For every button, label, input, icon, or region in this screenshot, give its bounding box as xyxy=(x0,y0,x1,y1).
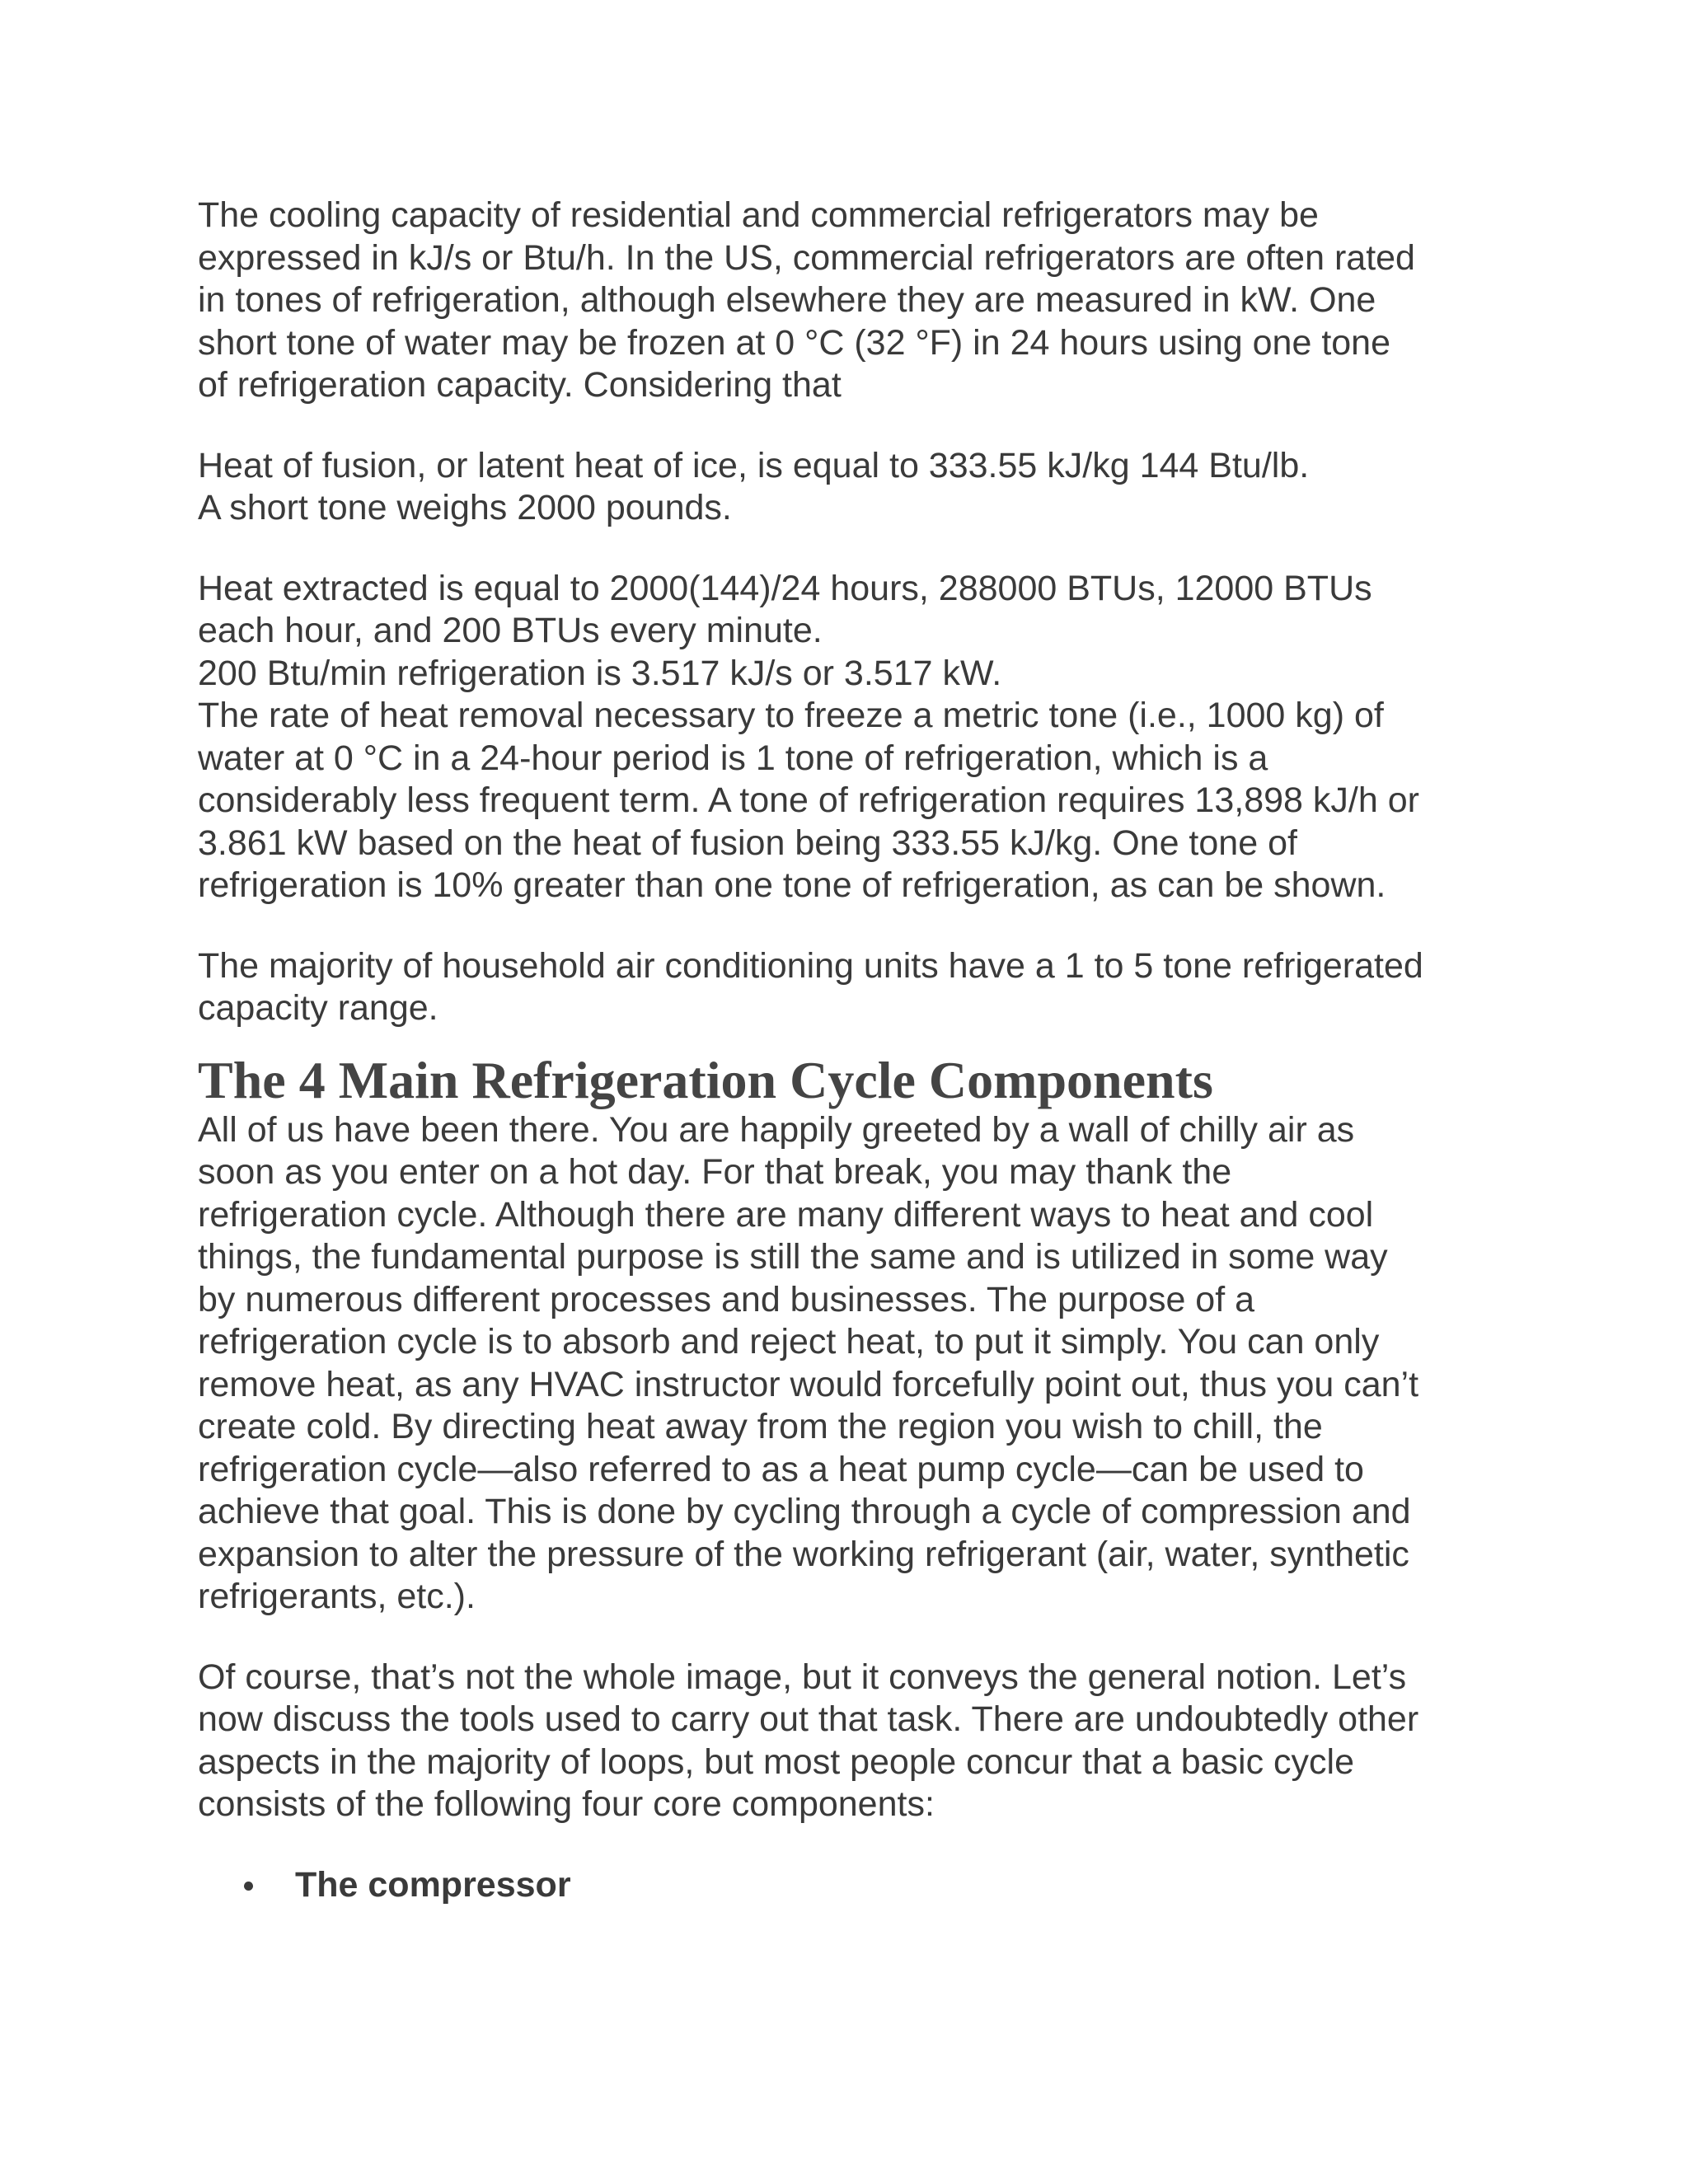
list-item-compressor xyxy=(198,1864,1500,1907)
text-line: considerably less frequent term. A tone of refrigeration requires 13,898 kJ/h or xyxy=(198,780,1419,820)
paragraph-core-components xyxy=(198,1657,1500,1826)
text-line: create cold. By directing heat away from the region you wish to chill, the xyxy=(198,1407,1323,1446)
text-line: of refrigeration capacity. Considering that xyxy=(198,365,842,405)
text-line: achieve that goal. This is done by cycling through a cycle of compression and xyxy=(198,1492,1411,1531)
paragraph-heat-extracted xyxy=(198,568,1500,907)
text-line: Heat of fusion, or latent heat of ice, is equal to 333.55 kJ/kg 144 Btu/lb. xyxy=(198,445,1310,485)
paragraph-cooling-capacity xyxy=(198,194,1500,407)
text-line: short tone of water may be frozen at 0 °C (32 °F) in 24 hours using one tone xyxy=(198,322,1391,363)
component-list xyxy=(198,1864,1500,1907)
paragraph-household-units xyxy=(198,945,1500,1030)
document-body xyxy=(198,194,1500,1906)
text-line: expressed in kJ/s or Btu/h. In the US, commercial refrigerators are often rated xyxy=(198,237,1415,278)
text-line: All of us have been there. You are happily greeted by a wall of chilly air as xyxy=(198,1109,1355,1150)
text-line: The cooling capacity of residential and commercial refrigerators may be xyxy=(198,195,1319,235)
text-line: 200 Btu/min refrigeration is 3.517 kJ/s or 3.517 kW. xyxy=(198,653,1002,693)
list-item-label: The compressor xyxy=(295,1864,571,1905)
text-line: refrigeration is 10% greater than one tone of refrigeration, as can be shown. xyxy=(198,865,1386,905)
paragraph-heat-of-fusion xyxy=(198,445,1500,530)
text-line: remove heat, as any HVAC instructor would forcefully point out, thus you can’t xyxy=(198,1364,1419,1404)
paragraph-refrigeration-cycle xyxy=(198,1109,1500,1619)
text-line: The rate of heat removal necessary to freeze a metric tone (i.e., 1000 kg) of xyxy=(198,696,1384,735)
text-line: consists of the following four core components: xyxy=(198,1784,935,1824)
text-line: things, the fundamental purpose is still the same and is utilized in some way xyxy=(198,1237,1388,1277)
text-line: refrigeration cycle is to absorb and reject heat, to put it simply. You can only xyxy=(198,1322,1380,1361)
text-line: now discuss the tools used to carry out that task. There are undoubtedly other xyxy=(198,1699,1419,1739)
text-line: The majority of household air conditioning units have a 1 to 5 tone refrigerated xyxy=(198,945,1423,986)
text-line: A short tone weighs 2000 pounds. xyxy=(198,488,732,527)
section-heading: The 4 Main Refrigeration Cycle Components xyxy=(198,1050,1213,1109)
text-line: Of course, that’s not the whole image, but it conveys the general notion. Let’s xyxy=(198,1657,1407,1697)
text-line: capacity range. xyxy=(198,988,438,1028)
text-line: expansion to alter the pressure of the working refrigerant (air, water, synthetic xyxy=(198,1534,1409,1574)
text-line: by numerous different processes and businesses. The purpose of a xyxy=(198,1279,1255,1319)
text-line: Heat extracted is equal to 2000(144)/24 hours, 288000 BTUs, 12000 BTUs xyxy=(198,568,1372,608)
text-line: water at 0 °C in a 24-hour period is 1 tone of refrigeration, which is a xyxy=(198,738,1268,778)
bullet-icon xyxy=(244,1882,253,1891)
text-line: refrigeration cycle. Although there are many different ways to heat and cool xyxy=(198,1194,1374,1235)
text-line: in tones of refrigeration, although elsewhere they are measured in kW. One xyxy=(198,280,1376,320)
text-line: refrigeration cycle—also referred to as a heat pump cycle—can be used to xyxy=(198,1449,1364,1489)
text-line: aspects in the majority of loops, but most people concur that a basic cycle xyxy=(198,1741,1355,1782)
text-line: soon as you enter on a hot day. For that break, you may thank the xyxy=(198,1152,1232,1192)
text-line: 3.861 kW based on the heat of fusion being 333.55 kJ/kg. One tone of xyxy=(198,823,1297,863)
text-line: refrigerants, etc.). xyxy=(198,1577,476,1616)
text-line: each hour, and 200 BTUs every minute. xyxy=(198,611,823,650)
